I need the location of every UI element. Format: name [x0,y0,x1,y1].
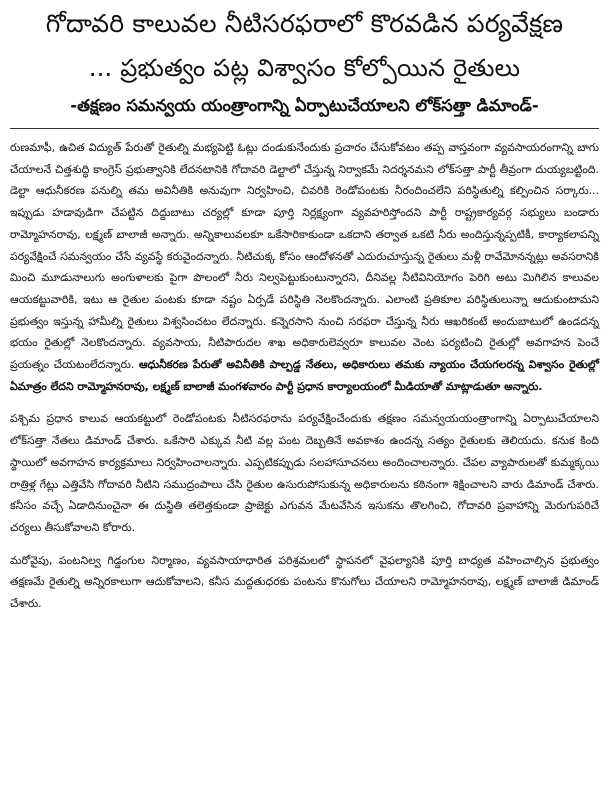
headline-divider [10,128,599,129]
article-paragraph-2 [10,408,599,538]
article-paragraph-3 [10,550,599,615]
article-body [10,137,599,615]
subheadline-demand: -తక్షణం సమన్వయ యంత్రాంగాన్ని ఏర్పాటుచేయాలని లోక్‌సత్తా డిమాండ్- [70,96,539,115]
paragraph-1-text: రుణమాఫీ, ఉచిత విద్యుత్ పేరుతో రైతుల్ని మభ్యపెట్టి ఓట్లు దండుకునేందుకు ప్రచారం చేసుకోవటం తప్ప వాస్తవంగా వ్యవసాయరంగాన్ని బాగు చేయాలనే చిత్తశుద్ధి కాంగ్రెస్ ప్రభుత్వానికి లేదనటానికి గోదావరి డెల్టాలో చేస్తున్న నిర్వాకమే నిదర్శనమని లోక్‌సత్తా పార్టీ తీవ్రంగా దుయ్యబట్టింది. డెల్టా ఆధునీకరణ పనుల్ని తమ అవినీతికి అనువుగా నిర్వహించి, చివరికి రెండోపంటకు నీరందించలేని పరిస్థితుల్ని కల్పించిన సర్కారు... ఇప్పుడు హడావుడిగా చేపట్టిన దిద్దుబాటు చర్యల్లో కూడా పూర్తి నిర్లక్ష్యంగా వ్యవహరిస్తోందని పార్టీ రాష్ట్రకార్యవర్గ సభ్యులు బండారు రామ్మోహనరావు, లక్ష్మణ్ బాలాజీ అన్నారు. అన్నికాలువలకూ ఒకేసారికాకుండా ఒకదాని తర్వాత ఒకటి నీరు అందిస్తున్నప్పటికీ, కార్యాకలాపన్ని పర్యవేక్షించే సమన్వయం చేసే వ్యవస్థే కరువైందన్నారు. నీటిచుక్క కోసం ఆందోళనతో ఎదురుచూస్తున్న రైతులు మళ్లీ రావేమోనన్నట్లు అవసరానికి మించి మూడునాలుగు అంగుళాలకు పైగా పొలంలో నీరు నిల్వపెట్టుకుంటున్నారని, దీనివల్ల నీటివినియోగం పెరిగి అటు మిగిలిన కాలువల ఆయకట్టువారికి, ఇటు ఆ రైతుల పంటకు కూడా నష్టం ఏర్పడే పరిస్థితి నెలకొందన్నారు. ఎలాంటి ప్రతికూల పరిస్థితులున్నా ఆదుకుంటామని ప్రభుత్వం ఇస్తున్న హామీల్ని రైతులు విశ్వసించటం లేదన్నారు. కన్నెరసాని నుంచి సరఫరా చేస్తున్న నీరు ఆఖరికంటే అందుబాటులో ఉండదన్న భయం రైతుల్లో నెలకొందన్నారు. వ్యవసాయ, నీటిపారుదల శాఖ అధికారులెవ్వరూ కాలువల వెంట పర్యటించి రైతుల్లో అవగాహన పెంచే ప్రయత్నం చేయటంలేదన్నారు. [10,141,599,372]
article-paragraph-1 [10,137,599,397]
paragraph-1-bold-quote: ఆధునీకరణ పేరుతో అవినీతికి పాల్పడ్డ నేతలు, అధికారులు తమకు న్యాయం చేయగలరన్న విశ్వాసం రైతుల్లో ఏమాత్రం లేదని రామ్మోహనరావు, లక్ష్మణ్ బాలాజీ మంగళవారం పార్టీ ప్రధాన కార్యాలయంలో మీడియాతో మాట్లాడుతూ అన్నారు. [10,358,599,393]
headline-title: గోదావరి కాలువల నీటిసరఫరాలో కొరవడిన పర్యవేక్షణ [45,9,564,38]
paragraph-2-text: పశ్చిమ ప్రధాన కాలువ ఆయకట్టులో రెండోపంటకు నీటిసరఫరాను పర్యవేక్షించేందుకు తక్షణం సమన్వయయంత్రాంగాన్ని ఏర్పాటుచేయాలని లోక్‌సత్తా నేతలు డిమాండ్ చేశారు. ఒకేసారి ఎక్కువ నీటి వల్ల పంట దెబ్బతినే అవకాశం ఉందన్న సత్యం రైతులకు తెలియదు. కనుక కింది స్థాయిలో అవగాహన కార్యక్రమాలు నిర్వహించాలన్నారు. ఎప్పటికప్పుడు సలహాసూచనలు అందించాలన్నారు. చేపల వ్యాపారులతో కుమ్మక్కయి రాత్రిళ్ల గేట్లు ఎత్తివేసి గోదావరి నీటిని సముద్రంపాలు చేసి రైతుల ఉసురుపోసుకున్న అధికారులను కఠినంగా శిక్షించాలని వారు డిమాండ్ చేశారు. కనీసం వచ్చే ఏడాదినుంచైనా ఈ దుస్థితి తలెత్తకుండా ప్రాజెక్టు ఎగువన మేటవేసిన ఇసుకను తొలగించి, గోదావరి ప్రవాహాన్ని మెరుగుపరిచే చర్యలు తీసుకోవాలని కోరారు. [10,412,599,534]
headline-subtitle: ... ప్రభుత్వం పట్ల విశ్వాసం కోల్పోయిన రైతులు [88,54,521,82]
paragraph-3-text: మరోవైపు, పంటనిల్వ గిడ్డంగుల నిర్మాణం, వ్యవసాయాధారిత పరిశ్రమలలో స్థాపనలో వైఫల్యానికి పూర్తి బాధ్యత వహించాల్సిన ప్రభుత్వం తక్షణమే రైతుల్ని అన్నిరకాలుగా ఆదుకోవాలని, కనీస మద్దతుధరకు పంటను కొనుగోలు చేయాలని రామ్మోహనరావు, లక్ష్మణ్ బాలాజీ డిమాండ్ చేశారు. [10,553,599,611]
